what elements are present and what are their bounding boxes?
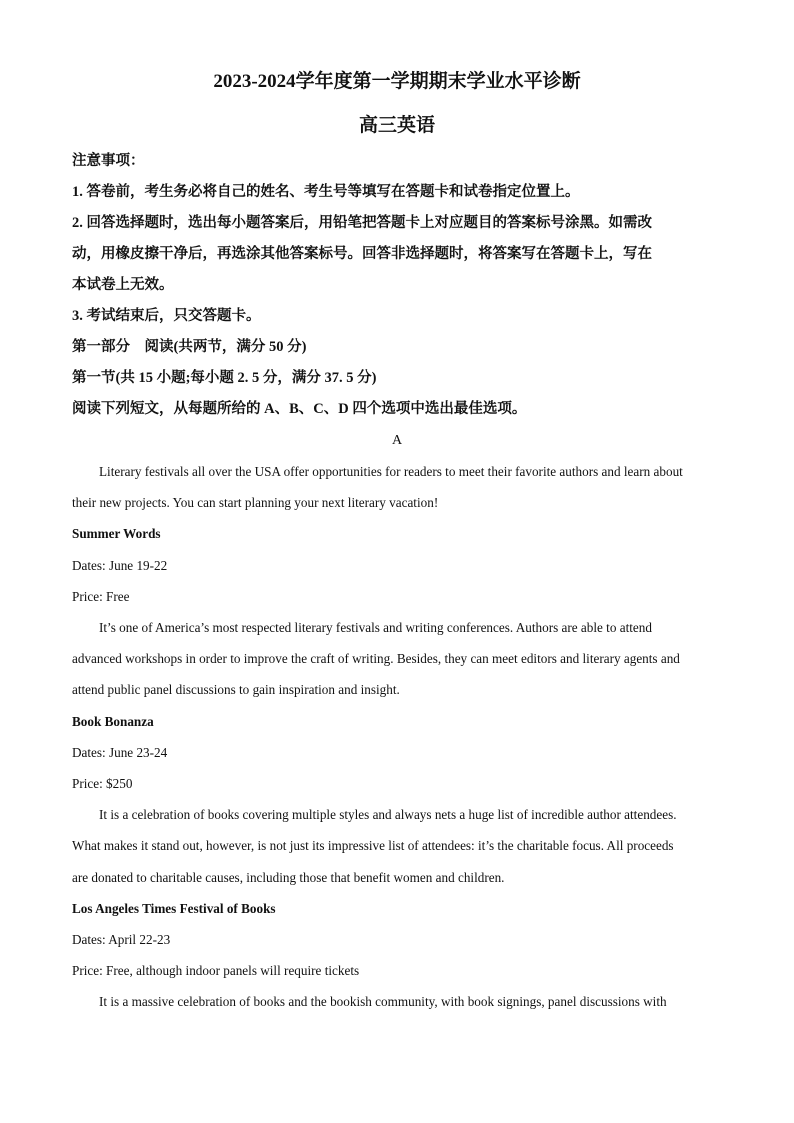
festival-la-times [72, 893, 722, 1018]
festival-dates: Dates: June 23-24 [72, 744, 168, 760]
notice-item: 1. 答卷前，考生务必将自己的姓名、考生号等填写在答题卡和试卷指定位置上。 [72, 184, 580, 200]
notice-item: 3. 考试结束后，只交答题卡。 [72, 308, 261, 324]
festival-summer-words [72, 518, 722, 705]
festival-name: Los Angeles Times Festival of Books [72, 900, 276, 916]
festival-name: Summer Words [72, 526, 161, 542]
passage-letter: A [391, 433, 403, 448]
part-heading: 第一部分 阅读(共两节，满分 50 分) [72, 339, 307, 355]
notice-item: 2. 回答选择题时，选出每小题答案后，用铅笔把答题卡上对应题目的答案标号涂黑。如需改 [72, 215, 652, 231]
passage-intro-line: Literary festivals all over the USA offer opportunities for readers to meet their favorite authors and learn about [99, 464, 683, 479]
festival-text-line: advanced workshops in order to improve the craft of writing. Besides, they can meet editors and literary agents and [72, 651, 680, 667]
festival-price: Price: Free [72, 588, 130, 604]
exam-page [72, 68, 722, 1018]
festival-text-line: are donated to charitable causes, including those that benefit women and children. [72, 869, 505, 885]
notice-item: 动，用橡皮擦干净后，再选涂其他答案标号。回答非选择题时，将答案写在答题卡上，写在 [72, 246, 652, 262]
exam-title: 2023-2024学年度第一学期期末学业水平诊断 [213, 71, 581, 92]
notice-block [72, 146, 722, 425]
festival-dates: Dates: April 22-23 [72, 932, 171, 948]
passage-intro-line: their new projects. You can start planning your next literary vacation! [72, 495, 439, 511]
festival-text-line: attend public panel discussions to gain inspiration and insight. [72, 682, 400, 698]
festival-text-line: It is a massive celebration of books and the bookish community, with book signings, panel discussions with [99, 994, 667, 1010]
festival-price: Price: Free, although indoor panels will require tickets [72, 963, 360, 979]
notice-item: 本试卷上无效。 [72, 277, 174, 293]
festival-dates: Dates: June 19-22 [72, 557, 168, 573]
passage-a [72, 425, 722, 1018]
festival-text-line: It is a celebration of books covering multiple styles and always nets a huge list of incredible author attendees. [99, 807, 677, 823]
notice-heading: 注意事项： [72, 153, 145, 169]
festival-text-line: What makes it stand out, however, is not just its impressive list of attendees: it’s the charitable focus. All proceeds [72, 838, 674, 854]
festival-book-bonanza [72, 706, 722, 893]
festival-text-line: It’s one of America’s most respected literary festivals and writing conferences. Authors are able to attend [99, 620, 652, 636]
exam-subject: 高三英语 [358, 115, 435, 136]
reading-instruction: 阅读下列短文，从每题所给的 A、B、C、D 四个选项中选出最佳选项。 [72, 401, 527, 417]
festival-price: Price: $250 [72, 776, 133, 792]
section-heading: 第一节(共 15 小题;每小题 2. 5 分，满分 37. 5 分) [72, 370, 377, 386]
festival-name: Book Bonanza [72, 713, 154, 729]
